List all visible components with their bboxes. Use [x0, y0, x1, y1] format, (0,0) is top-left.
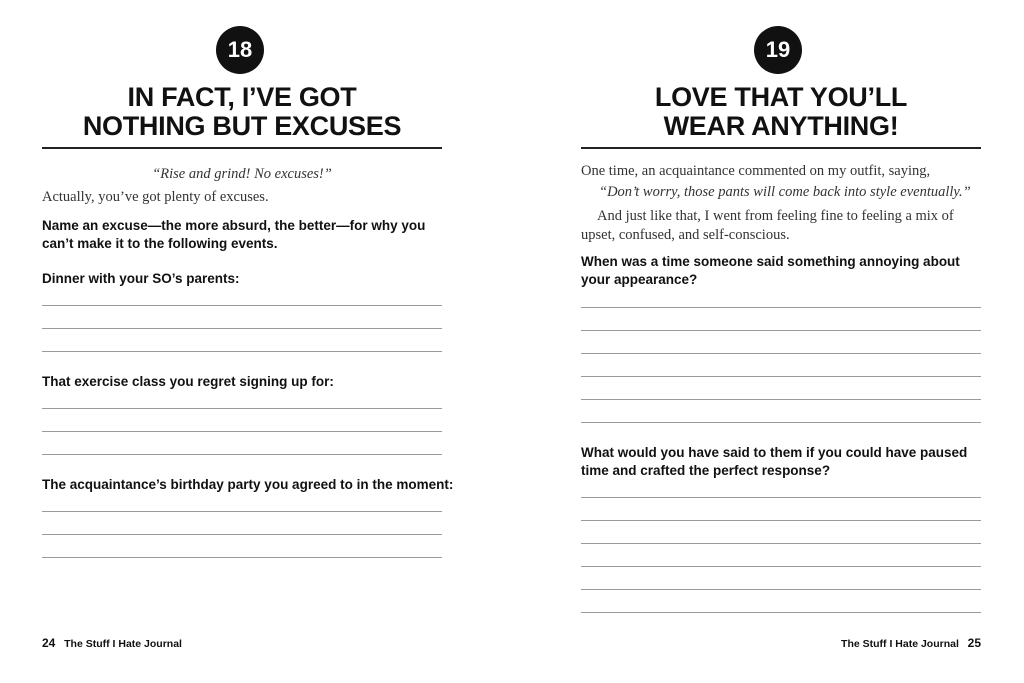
prompt-label: Dinner with your SO’s parents:: [42, 271, 240, 286]
writing-line[interactable]: [42, 511, 442, 512]
writing-line[interactable]: [42, 305, 442, 306]
writing-line[interactable]: [581, 422, 981, 423]
instruction-text: Name an excuse—the more absurd, the better—for why you can’t make it to the following events.: [42, 218, 426, 251]
title-divider: [42, 147, 442, 149]
writing-line[interactable]: [42, 328, 442, 329]
prompt-label: That exercise class you regret signing up for:: [42, 374, 334, 389]
entry-number-badge: 19: [754, 26, 802, 74]
running-title: The Stuff I Hate Journal: [64, 638, 182, 650]
page-number: 24: [42, 636, 56, 650]
writing-line[interactable]: [42, 557, 442, 558]
page-footer: [42, 636, 182, 650]
title-divider: [581, 147, 981, 149]
intro-text: Actually, you’ve got plenty of excuses.: [42, 189, 269, 205]
writing-line[interactable]: [581, 612, 981, 613]
writing-line[interactable]: [581, 330, 981, 331]
writing-line[interactable]: [581, 566, 981, 567]
left-page: [42, 0, 454, 683]
writing-line[interactable]: [42, 351, 442, 352]
page-footer: [841, 636, 981, 650]
title-line: WEAR ANYTHING!: [663, 111, 899, 141]
quote: “Don’t worry, those pants will come back into style eventually.”: [599, 184, 971, 200]
writing-line[interactable]: [42, 431, 442, 432]
entry-title: [42, 83, 442, 141]
writing-line[interactable]: [581, 497, 981, 498]
writing-line[interactable]: [581, 307, 981, 308]
writing-line[interactable]: [581, 376, 981, 377]
prompt-label: The acquaintance’s birthday party you agreed to in the moment:: [42, 477, 454, 492]
title-line: LOVE THAT YOU’LL: [654, 82, 908, 112]
writing-line[interactable]: [581, 520, 981, 521]
writing-line[interactable]: [581, 399, 981, 400]
quote: “Rise and grind! No excuses!”: [152, 166, 332, 182]
page-number: 25: [967, 636, 981, 650]
prompt-label: What would you have said to them if you could have paused time and crafted the perfect response?: [581, 445, 968, 478]
writing-line[interactable]: [581, 353, 981, 354]
title-line: IN FACT, I’VE GOT: [127, 82, 357, 112]
intro-text: One time, an acquaintance commented on my outfit, saying,: [581, 163, 931, 179]
right-page: [581, 0, 981, 683]
prompt-label: When was a time someone said something annoying about your appearance?: [581, 254, 960, 287]
entry-title: [581, 83, 981, 141]
entry-number-badge: 18: [216, 26, 264, 74]
running-title: The Stuff I Hate Journal: [841, 638, 959, 650]
writing-line[interactable]: [581, 589, 981, 590]
body-text: And just like that, I went from feeling fine to feeling a mix of upset, confused, and self-conscious.: [581, 208, 954, 243]
writing-line[interactable]: [42, 408, 442, 409]
writing-line[interactable]: [581, 543, 981, 544]
writing-line[interactable]: [42, 534, 442, 535]
title-line: NOTHING BUT EXCUSES: [82, 111, 402, 141]
writing-line[interactable]: [42, 454, 442, 455]
